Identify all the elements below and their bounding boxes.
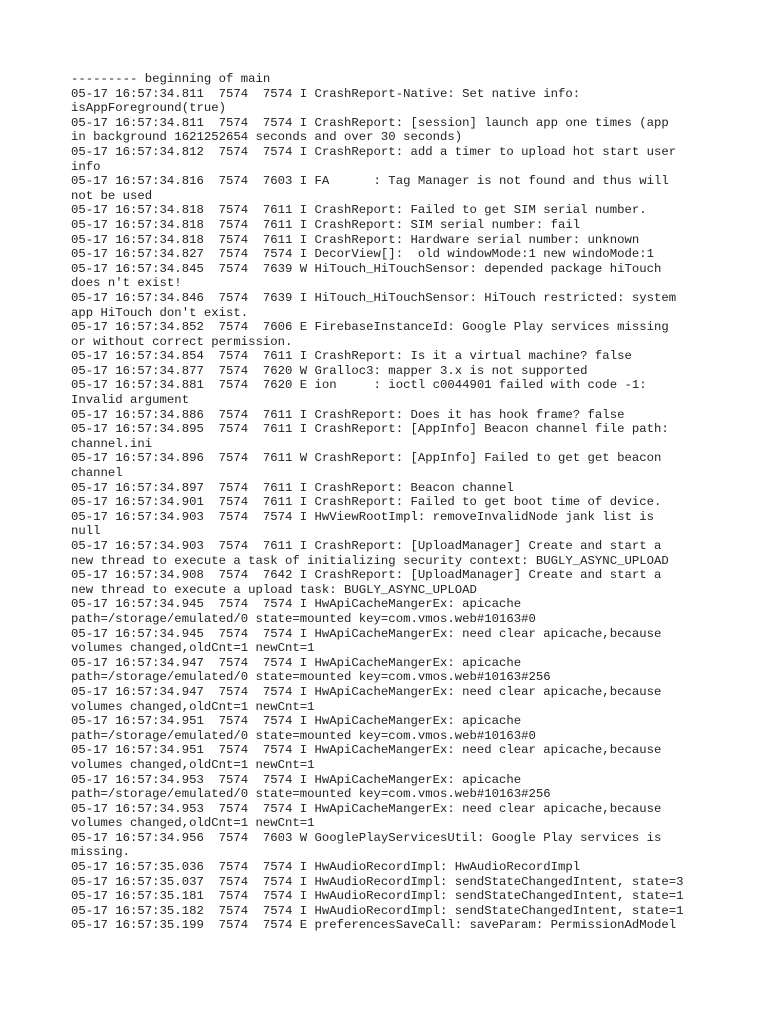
log-line: not be used xyxy=(71,188,153,203)
log-line: 05-17 16:57:35.199 7574 7574 E preferencesSaveCall: saveParam: PermissionAdModel xyxy=(71,918,677,933)
log-line: 05-17 16:57:34.845 7574 7639 W HiTouch_HiTouchSensor: depended package hiTouch xyxy=(71,261,662,276)
log-line: 05-17 16:57:35.036 7574 7574 I HwAudioRecordImpl: HwAudioRecordImpl xyxy=(71,860,581,875)
log-line: 05-17 16:57:34.956 7574 7603 W GooglePlayServicesUtil: Google Play services is xyxy=(71,830,662,845)
log-line: 05-17 16:57:34.877 7574 7620 W Gralloc3: mapper 3.x is not supported xyxy=(71,363,588,378)
log-line: app HiTouch don't exist. xyxy=(71,305,249,320)
log-line: volumes changed,oldCnt=1 newCnt=1 xyxy=(71,816,315,831)
log-line: 05-17 16:57:35.182 7574 7574 I HwAudioRecordImpl: sendStateChangedIntent, state=1 xyxy=(71,903,684,918)
log-line: 05-17 16:57:34.953 7574 7574 I HwApiCacheMangerEx: apicache xyxy=(71,772,522,787)
log-line: path=/storage/emulated/0 state=mounted key=com.vmos.web#10163#256 xyxy=(71,670,551,685)
log-line: 05-17 16:57:35.181 7574 7574 I HwAudioRecordImpl: sendStateChangedIntent, state=1 xyxy=(71,889,684,904)
log-line: 05-17 16:57:34.818 7574 7611 I CrashReport: Hardware serial number: unknown xyxy=(71,232,640,247)
log-line: volumes changed,oldCnt=1 newCnt=1 xyxy=(71,699,315,714)
log-line: 05-17 16:57:34.896 7574 7611 W CrashReport: [AppInfo] Failed to get get beacon xyxy=(71,451,662,466)
log-line: 05-17 16:57:35.037 7574 7574 I HwAudioRecordImpl: sendStateChangedIntent, state=3 xyxy=(71,874,684,889)
log-line: new thread to execute a task of initializing security context: BUGLY_ASYNC_UPLOAD xyxy=(71,553,669,568)
log-line: 05-17 16:57:34.947 7574 7574 I HwApiCacheMangerEx: need clear apicache,because xyxy=(71,684,662,699)
log-line: 05-17 16:57:34.816 7574 7603 I FA : Tag Manager is not found and thus will xyxy=(71,174,669,189)
log-line: does n't exist! xyxy=(71,276,182,291)
log-line: 05-17 16:57:34.818 7574 7611 I CrashReport: Failed to get SIM serial number. xyxy=(71,203,647,218)
log-line: volumes changed,oldCnt=1 newCnt=1 xyxy=(71,757,315,772)
log-text-block xyxy=(71,72,711,933)
log-line: 05-17 16:57:34.908 7574 7642 I CrashReport: [UploadManager] Create and start a xyxy=(71,568,662,583)
log-line: new thread to execute a upload task: BUGLY_ASYNC_UPLOAD xyxy=(71,582,477,597)
log-line: 05-17 16:57:34.818 7574 7611 I CrashReport: SIM serial number: fail xyxy=(71,217,581,232)
log-line: volumes changed,oldCnt=1 newCnt=1 xyxy=(71,641,315,656)
log-header-line: --------- beginning of main xyxy=(71,72,271,86)
log-line: 05-17 16:57:34.811 7574 7574 I CrashReport: [session] launch app one times (app xyxy=(71,115,669,130)
log-line: info xyxy=(71,159,101,174)
log-line: 05-17 16:57:34.903 7574 7574 I HwViewRootImpl: removeInvalidNode jank list is xyxy=(71,509,654,524)
log-line: or without correct permission. xyxy=(71,334,293,349)
log-line: 05-17 16:57:34.897 7574 7611 I CrashReport: Beacon channel xyxy=(71,480,514,495)
log-line: channel xyxy=(71,466,123,481)
log-line: 05-17 16:57:34.945 7574 7574 I HwApiCacheMangerEx: apicache xyxy=(71,597,522,612)
log-line: isAppForeground(true) xyxy=(71,101,226,116)
log-line: 05-17 16:57:34.951 7574 7574 I HwApiCacheMangerEx: apicache xyxy=(71,714,522,729)
log-line: 05-17 16:57:34.947 7574 7574 I HwApiCacheMangerEx: apicache xyxy=(71,655,522,670)
log-line: 05-17 16:57:34.903 7574 7611 I CrashReport: [UploadManager] Create and start a xyxy=(71,539,662,553)
log-line: 05-17 16:57:34.846 7574 7639 I HiTouch_HiTouchSensor: HiTouch restricted: system xyxy=(71,290,677,305)
log-line: 05-17 16:57:34.951 7574 7574 I HwApiCacheMangerEx: need clear apicache,because xyxy=(71,743,662,758)
log-line: path=/storage/emulated/0 state=mounted key=com.vmos.web#10163#0 xyxy=(71,611,536,626)
log-line: path=/storage/emulated/0 state=mounted key=com.vmos.web#10163#0 xyxy=(71,728,536,743)
log-line: 05-17 16:57:34.852 7574 7606 E FirebaseInstanceId: Google Play services missing xyxy=(71,320,669,335)
log-line: 05-17 16:57:34.881 7574 7620 E ion : ioctl c0044901 failed with code -1: xyxy=(71,378,647,393)
log-line: null xyxy=(71,524,101,539)
log-line: 05-17 16:57:34.827 7574 7574 I DecorView[]: old windowMode:1 new windoMode:1 xyxy=(71,247,654,262)
log-line: 05-17 16:57:34.901 7574 7611 I CrashReport: Failed to get boot time of device. xyxy=(71,495,662,510)
log-line: 05-17 16:57:34.811 7574 7574 I CrashReport-Native: Set native info: xyxy=(71,86,581,101)
log-line: in background 1621252654 seconds and over 30 seconds) xyxy=(71,130,463,145)
log-line: missing. xyxy=(71,845,131,860)
log-line: 05-17 16:57:34.886 7574 7611 I CrashReport: Does it has hook frame? false xyxy=(71,407,625,422)
log-line: 05-17 16:57:34.945 7574 7574 I HwApiCacheMangerEx: need clear apicache,because xyxy=(71,626,662,641)
log-line: 05-17 16:57:34.895 7574 7611 I CrashReport: [AppInfo] Beacon channel file path: xyxy=(71,422,669,437)
log-line: 05-17 16:57:34.953 7574 7574 I HwApiCacheMangerEx: need clear apicache,because xyxy=(71,801,662,816)
log-line: 05-17 16:57:34.812 7574 7574 I CrashReport: add a timer to upload hot start user xyxy=(71,144,677,159)
log-line: channel.ini xyxy=(71,436,153,451)
log-line: path=/storage/emulated/0 state=mounted key=com.vmos.web#10163#256 xyxy=(71,787,551,802)
log-line: Invalid argument xyxy=(71,393,190,408)
log-line: 05-17 16:57:34.854 7574 7611 I CrashReport: Is it a virtual machine? false xyxy=(71,349,632,364)
